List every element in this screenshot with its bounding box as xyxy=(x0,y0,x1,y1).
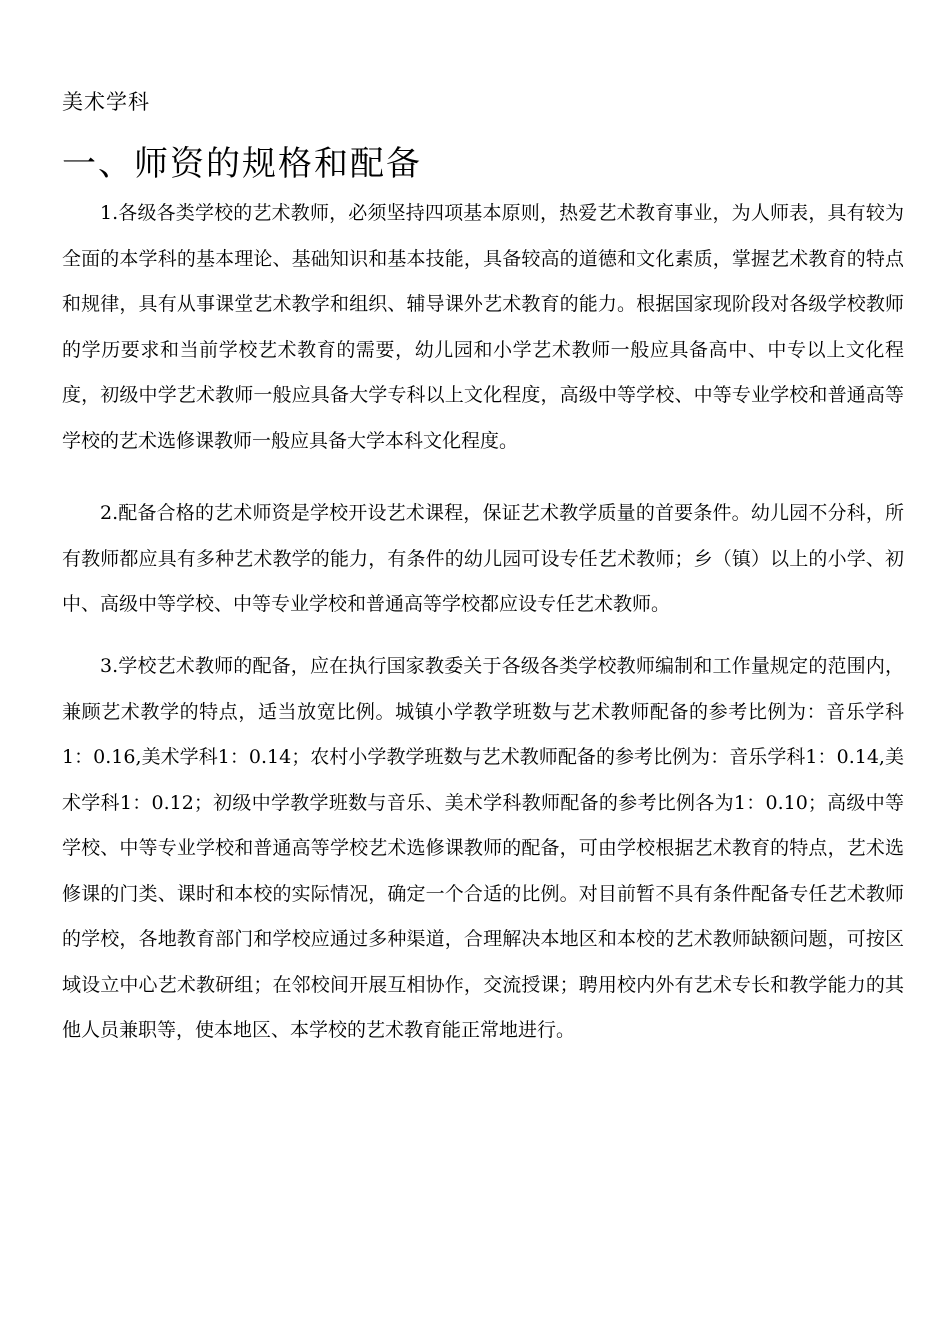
paragraph-teacher-staffing: 2.配备合格的艺术师资是学校开设艺术课程，保证艺术教学质量的首要条件。幼儿园不分科，所有教师都应具有多种艺术教学的能力，有条件的幼儿园可设专任艺术教师；乡（镇）以上的小学、初中、高级中等学校、中等专业学校和普通高等学校都应设专任艺术教师。 xyxy=(62,502,904,615)
paragraph-staffing-ratios: 3.学校艺术教师的配备，应在执行国家教委关于各级各类学校教师编制和工作量规定的范围内，兼顾艺术教学的特点，适当放宽比例。城镇小学教学班数与艺术教师配备的参考比例为：音乐学科1：0.16,美术学科1：0.14；农村小学教学班数与艺术教师配备的参考比例为：音乐学科1：0.14,美术学科1：0.12；初级中学教学班数与音乐、美术学科教师配备的参考比例各为1：0.10；高级中等学校、中等专业学校和普通高等学校艺术选修课教师的配备，可由学校根据艺术教育的特点，艺术选修课的门类、课时和本校的实际情况，确定一个合适的比例。对目前暂不具有条件配备专任艺术教师的学校，各地教育部门和学校应通过多种渠道，合理解决本地区和本校的艺术教师缺额问题，可按区域设立中心艺术教研组；在邻校间开展互相协作，交流授课；聘用校内外有艺术专长和教学能力的其他人员兼职等，使本地区、本学校的艺术教育能正常地进行。 xyxy=(62,655,904,1041)
section-heading: 一、师资的规格和配备 xyxy=(62,144,422,184)
paragraph-teacher-qualifications: 1.各级各类学校的艺术教师，必须坚持四项基本原则，热爱艺术教育事业，为人师表，具有较为全面的本学科的基本理论、基础知识和基本技能，具备较高的道德和文化素质，掌握艺术教育的特点和规律，具有从事课堂艺术教学和组织、辅导课外艺术教育的能力。根据国家现阶段对各级学校教师的学历要求和当前学校艺术教育的需要，幼儿园和小学艺术教师一般应具备高中、中专以上文化程度，初级中学艺术教师一般应具备大学专科以上文化程度，高级中等学校、中等专业学校和普通高等学校的艺术选修课教师一般应具备大学本科文化程度。 xyxy=(62,202,904,452)
subject-title: 美术学科 xyxy=(62,90,150,114)
